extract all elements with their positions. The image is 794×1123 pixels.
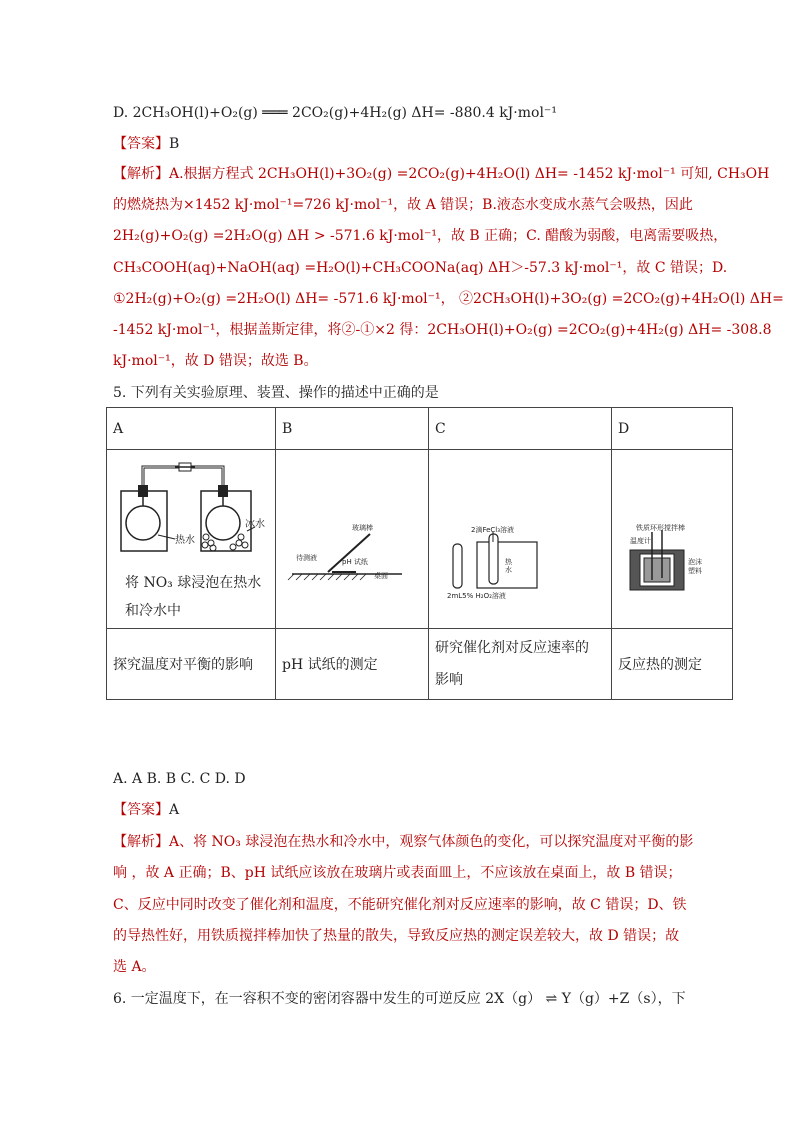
header-cell-d: D [612, 408, 733, 450]
q5-answer: A [169, 802, 180, 818]
stirrer-label: 铁质环形搅拌棒 [636, 524, 685, 532]
q4-answer: B [169, 136, 180, 152]
q4-analysis-line-1 [113, 165, 769, 183]
figure-cell-a [107, 450, 276, 629]
ph-paper-label: pH 试纸 [342, 558, 368, 566]
label-cell-a: 探究温度对平衡的影响 [107, 629, 276, 700]
analysis-text: A.根据方程式 2CH₃OH(l)+3O₂(g) =2CO₂(g)+4H₂O(l) ΔH= -1452 kJ·mol⁻¹ 可知, CH₃OH [169, 166, 770, 182]
cell-a-caption-1: 将 NO₃ 球浸泡在热水 [125, 575, 262, 591]
cell-a-caption-2: 和冷水中 [125, 603, 181, 619]
thermometer-label: 温度计 [630, 537, 651, 545]
q5-analysis-line-3: C、反应中同时改变了催化剂和温度，不能研究催化剂对反应速率的影响，故 C 错误；D、铁 [113, 897, 687, 913]
label-c-line-1: 研究催化剂对反应速率的 [435, 640, 589, 656]
answer-tag: 【答案】 [113, 136, 169, 152]
q5-answer-line [113, 801, 179, 819]
q5-analysis-line-5: 选 A。 [113, 959, 156, 975]
q5-options-table [106, 407, 733, 700]
q4-analysis-line-6: -1452 kJ·mol⁻¹，根据盖斯定律，将②-①×2 得：2CH₃OH(l)+O₂(g) =2CO₂(g)+4H₂(g) ΔH= -308.8 [113, 322, 772, 338]
label-row [107, 629, 733, 700]
q5-options: A. A B. B C. C D. D [113, 771, 246, 787]
water-label: 水 [505, 566, 512, 574]
q5-question: 5. 下列有关实验原理、装置、操作的描述中正确的是 [113, 385, 439, 401]
table-header-row [107, 408, 733, 450]
analysis-text: A、将 NO₃ 球浸泡在热水和冷水中，观察气体颜色的变化，可以探究温度对平衡的影 [169, 834, 694, 850]
desk-label: 桌面 [374, 572, 388, 580]
figure-cell-c [429, 450, 612, 629]
foam-label-2: 塑料 [688, 567, 702, 575]
figure-cell-b [276, 450, 429, 629]
calorimeter-figure [618, 472, 726, 602]
q4-answer-line [113, 135, 179, 153]
hot-water-label: 热水 [175, 535, 195, 546]
figure-row [107, 450, 733, 629]
q4-analysis-line-5: ①2H₂(g)+O₂(g) =2H₂O(l) ΔH= -571.6 kJ·mol⁻¹， ②2CH₃OH(l)+3O₂(g) =2CO₂(g)+4H₂O(l) ΔH= [113, 291, 784, 307]
label-c-line-2: 影响 [435, 672, 463, 688]
figure-cell-d [612, 450, 733, 629]
q5-analysis-line-2: 响 ，故 A 正确；B、pH 试纸应该放在玻璃片或表面皿上，不应该放在桌面上，故 B 错误； [113, 865, 682, 881]
analysis-tag: 【解析】 [113, 834, 169, 850]
q4-analysis-line-3: 2H₂(g)+O₂(g) =2H₂O(g) ΔH > -571.6 kJ·mol⁻¹，故 B 正确；C. 醋酸为弱酸，电离需要吸热， [113, 228, 728, 244]
analysis-tag: 【解析】 [113, 166, 169, 182]
q4-analysis-line-7: kJ·mol⁻¹，故 D 错误；故选 B。 [113, 353, 318, 369]
ice-water-label: 冰水 [245, 519, 265, 530]
header-cell-b: B [276, 408, 429, 450]
solution-label: 待测液 [296, 554, 317, 562]
answer-tag: 【答案】 [113, 802, 169, 818]
label-cell-d: 反应热的测定 [612, 629, 733, 700]
fecl3-label: 2滴FeCl₃溶液 [471, 526, 515, 534]
q5-analysis-line-1 [113, 833, 693, 851]
q5-analysis-line-4: 的导热性好，用铁质搅拌棒加快了热量的散失，导致反应热的测定误差较大，故 D 错误；故 [113, 928, 680, 944]
catalyst-rate-figure [435, 472, 605, 602]
q4-analysis-line-4: CH₃COOH(aq)+NaOH(aq) =H₂O(l)+CH₃COONa(aq) ΔH＞-57.3 kJ·mol⁻¹，故 C 错误；D. [113, 260, 728, 276]
q4-analysis-line-2: 的燃烧热为×1452 kJ·mol⁻¹=726 kJ·mol⁻¹，故 A 错误；B.液态水变成水蒸气会吸热，因此 [113, 197, 693, 213]
hot-label: 热 [505, 558, 512, 566]
ph-paper-figure [282, 472, 422, 602]
header-cell-a: A [107, 408, 276, 450]
header-cell-c: C [429, 408, 612, 450]
label-cell-c [429, 629, 612, 700]
label-cell-b: pH 试纸的测定 [276, 629, 429, 700]
q4-option-d: D. 2CH₃OH(l)+O₂(g) ═══ 2CO₂(g)+4H₂(g) ΔH= -880.4 kJ·mol⁻¹ [113, 105, 557, 121]
no2-flasks-figure [113, 453, 269, 565]
foam-label-1: 泡沫 [688, 558, 702, 566]
glass-rod-label: 玻璃棒 [352, 524, 373, 532]
h2o2-label: 2mL5% H₂O₂溶液 [447, 592, 506, 600]
q6-question: 6. 一定温度下，在一容积不变的密闭容器中发生的可逆反应 2X（g） ⇌ Y（g）+Z（s），下 [113, 991, 686, 1007]
